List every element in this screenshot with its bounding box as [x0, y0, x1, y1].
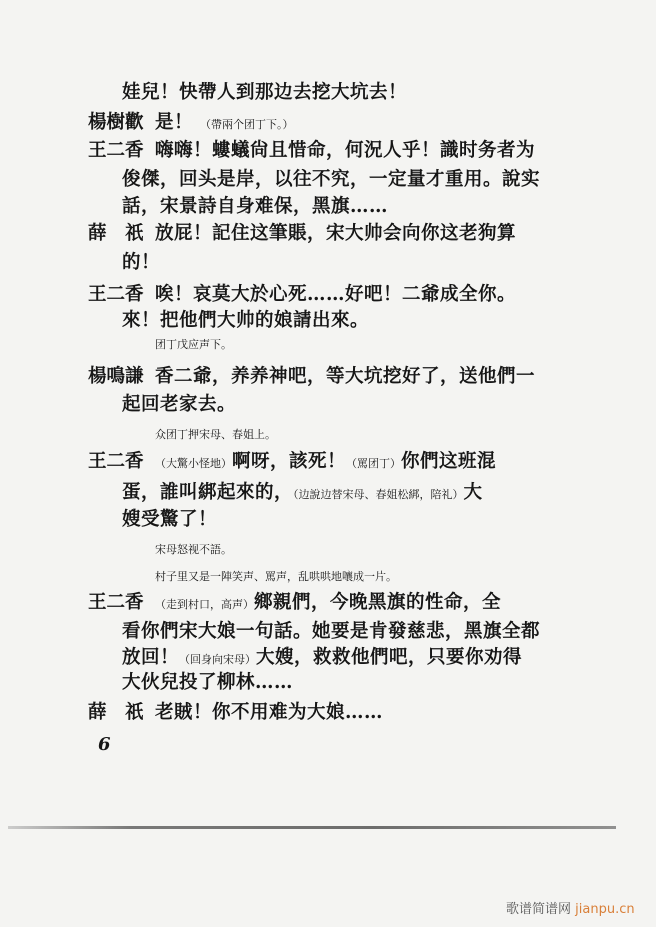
stage-direction: （回身向宋母） — [179, 653, 257, 666]
stage-direction: （走到村口，高声） — [155, 598, 254, 611]
dialogue-line: 嫂受驚了！ — [122, 509, 218, 530]
dialogue-line — [155, 451, 496, 475]
dialogue-line — [155, 592, 501, 616]
dialogue-line: 放屁！記住这筆賬，宋大帅会向你这老狗算 — [155, 223, 517, 244]
speaker-name: 王二香 — [88, 284, 144, 305]
speech: 是！ — [155, 112, 194, 133]
speaker-name: 楊樹歡 — [88, 112, 144, 133]
dialogue-line: 起回老家去。 — [122, 394, 237, 415]
dialogue-line: 嗨嗨！螻蟻尙且惜命，何況人乎！識时务者为 — [155, 140, 536, 161]
speaker-name: 薛 祇 — [88, 223, 144, 244]
speech: 放回！ — [122, 647, 180, 668]
stage-direction: （帶兩个团丁下。） — [199, 118, 294, 131]
stage-direction: （边說边替宋母、春姐松綁，陪礼） — [293, 488, 464, 501]
dialogue-line: 娃兒！快帶人到那边去挖大坑去！ — [122, 82, 408, 103]
speaker-name: 薛 祇 — [88, 702, 144, 723]
dialogue-line — [155, 112, 293, 136]
dialogue-line — [122, 482, 483, 506]
dialogue-line — [122, 647, 522, 671]
stage-direction: 团丁戊应声下。 — [155, 338, 232, 351]
dialogue-line: 香二爺，养养神吧，等大坑挖好了，送他們一 — [155, 366, 536, 387]
speech: 蛋，誰叫綁起來的， — [122, 482, 294, 503]
dialogue-line: 的！ — [122, 252, 161, 273]
speech: 鄉親們，今晚黑旗的性命，全 — [254, 592, 502, 613]
watermark — [506, 898, 635, 917]
watermark-cn: 歌谱简谱网 — [506, 902, 572, 917]
speech: 大 — [463, 482, 483, 503]
speaker-name: 王二香 — [88, 140, 144, 161]
stage-direction: （大驚小怪地） — [155, 457, 232, 470]
stage-direction: 众团丁押宋母、春姐上。 — [155, 428, 276, 441]
page-number: 6 — [98, 734, 111, 755]
speaker-name: 楊鳴謙 — [88, 366, 144, 387]
watermark-url: jianpu.cn — [575, 902, 635, 917]
dialogue-line: 老賊！你不用难为大娘…… — [155, 702, 384, 723]
stage-direction: 宋母怒视不語。 — [155, 543, 232, 556]
dialogue-line: 來！把他們大帅的娘請出來。 — [122, 310, 370, 331]
speech: 啊呀，該死！ — [232, 451, 347, 472]
speech: 你們这班混 — [401, 451, 497, 472]
speaker-name: 王二香 — [88, 592, 144, 613]
dialogue-line: 俊傑，回头是岸，以往不究，一定量才重用。說实 — [122, 169, 541, 190]
dialogue-line: 話，宋景詩自身难保，黑旗…… — [122, 196, 389, 217]
dialogue-line: 看你們宋大娘一句話。她要是肯發慈悲，黑旗全都 — [122, 621, 541, 642]
dialogue-line: 唉！哀莫大於心死……好吧！二爺成全你。 — [155, 284, 517, 305]
bottom-rule — [8, 826, 616, 829]
speech: 大嫂，救救他們吧，只要你劝得 — [256, 647, 523, 668]
stage-direction: 村子里又是一陣笑声、罵声，乱哄哄地嚷成一片。 — [155, 570, 397, 583]
dialogue-line: 大伙兒投了柳林…… — [122, 672, 294, 693]
stage-direction: （罵团丁） — [346, 457, 402, 470]
speaker-name: 王二香 — [88, 451, 144, 472]
